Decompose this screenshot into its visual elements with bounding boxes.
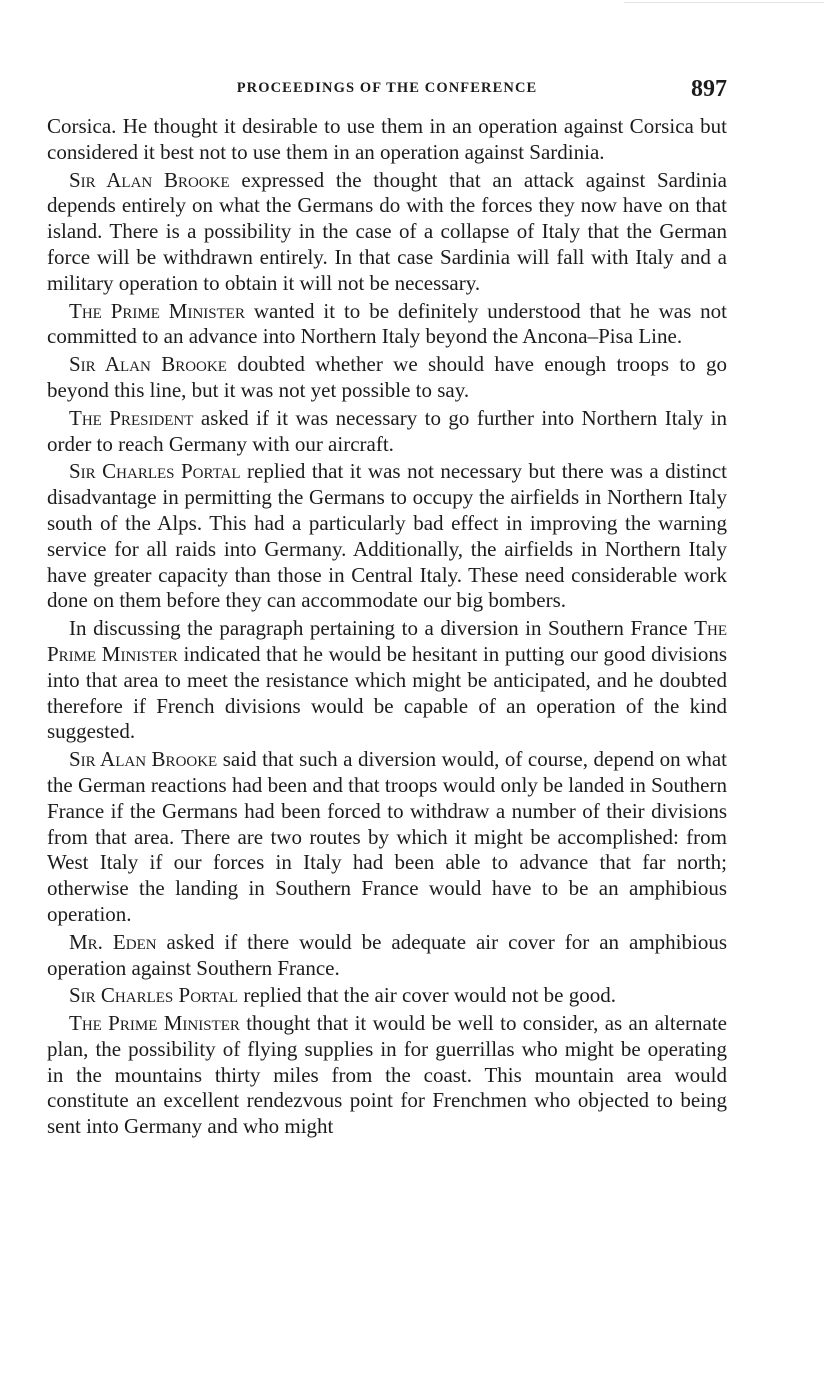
paragraph xyxy=(47,352,727,404)
paragraph xyxy=(47,114,727,166)
paragraph xyxy=(47,459,727,614)
paragraph xyxy=(47,616,727,745)
paragraph-text: indicated that he would be hesitant in putting our good divisions into that area to meet the resistance which might be anticipated, and he doubted therefore if French divisions would be capable of an operation of the kind suggested. xyxy=(47,641,727,744)
paragraph xyxy=(47,299,727,351)
speaker-name: Mr. Eden xyxy=(69,929,157,954)
paragraph-text: In discussing the paragraph pertaining to a diversion in Southern France xyxy=(69,616,695,641)
paragraph-text: doubted whether we should have enough troops to go beyond this line, but it was not yet possible to say. xyxy=(47,352,727,402)
page-header xyxy=(47,72,727,112)
paragraph xyxy=(47,1011,727,1140)
paragraph xyxy=(47,406,727,458)
paragraph-text: replied that it was not necessary but there was a distinct disadvantage in permitting the Germans to occupy the airfields in Northern Italy south of the Alps. This had a particularly bad effect in improving the warning service for all raids into Germany. Additionally, the airfields in Northern Italy have greater capacity than those in Central Italy. These need considerable work done on them before they can accommodate our big bombers. xyxy=(47,459,727,613)
speaker-name: The Prime Minister xyxy=(47,616,727,666)
paragraph xyxy=(47,983,727,1009)
paragraph xyxy=(47,747,727,928)
paragraph xyxy=(47,168,727,297)
paragraph-text: expressed the thought that an attack against Sardinia depends entirely on what the Germans do with the forces they now have on that island. There is a possibility in the case of a collapse of Italy that the German force will be withdrawn entirely. In that case Sardinia will fall with Italy and a military operation to obtain it will not be necessary. xyxy=(47,167,727,295)
paragraph-text: replied that the air cover would not be good. xyxy=(238,983,616,1008)
speaker-name: The Prime Minister xyxy=(69,298,245,323)
paragraph-text: asked if it was necessary to go further into Northern Italy in order to reach Germany with our aircraft. xyxy=(47,405,727,456)
scan-edge-line xyxy=(624,2,824,3)
speaker-name: Sir Alan Brooke xyxy=(69,352,227,377)
document-page xyxy=(47,72,727,1142)
page-number: 897 xyxy=(691,76,727,102)
speaker-name: Sir Alan Brooke xyxy=(69,747,218,772)
speaker-name: Sir Alan Brooke xyxy=(69,167,230,192)
speaker-name: Sir Charles Portal xyxy=(69,459,241,484)
paragraph-text: asked if there would be adequate air cover for an amphibious operation against Southern France. xyxy=(47,929,727,980)
speaker-name: The President xyxy=(69,405,194,430)
running-head: PROCEEDINGS OF THE CONFERENCE xyxy=(236,80,538,96)
body-text xyxy=(47,114,727,1140)
paragraph-text: wanted it to be definitely understood that he was not committed to an advance into Northern Italy beyond the Ancona–Pisa Line. xyxy=(47,298,727,349)
paragraph-text: Corsica. He thought it desirable to use them in an operation against Corsica but considered it best not to use them in an operation against Sardinia. xyxy=(47,114,727,164)
speaker-name: Sir Charles Portal xyxy=(69,983,239,1008)
paragraph xyxy=(47,930,727,982)
speaker-name: The Prime Minister xyxy=(69,1011,240,1036)
paragraph-text: thought that it would be well to consider, as an alternate plan, the possibility of flying supplies in for guerrillas who might be operating in the mountains thirty miles from the coast. This mountain area would constitute an excellent rendezvous point for Frenchmen who objected to being sent into Germany and who might xyxy=(47,1011,727,1139)
paragraph-text: said that such a diversion would, of course, depend on what the German reactions had been and that troops would only be landed in Southern France if the Germans had been forced to withdraw a number of their divisions from that area. There are two routes by which it might be accomplished: from West Italy if our forces in Italy had been able to advance that far north; otherwise the landing in Southern France would have to be an amphibious operation. xyxy=(47,747,727,926)
